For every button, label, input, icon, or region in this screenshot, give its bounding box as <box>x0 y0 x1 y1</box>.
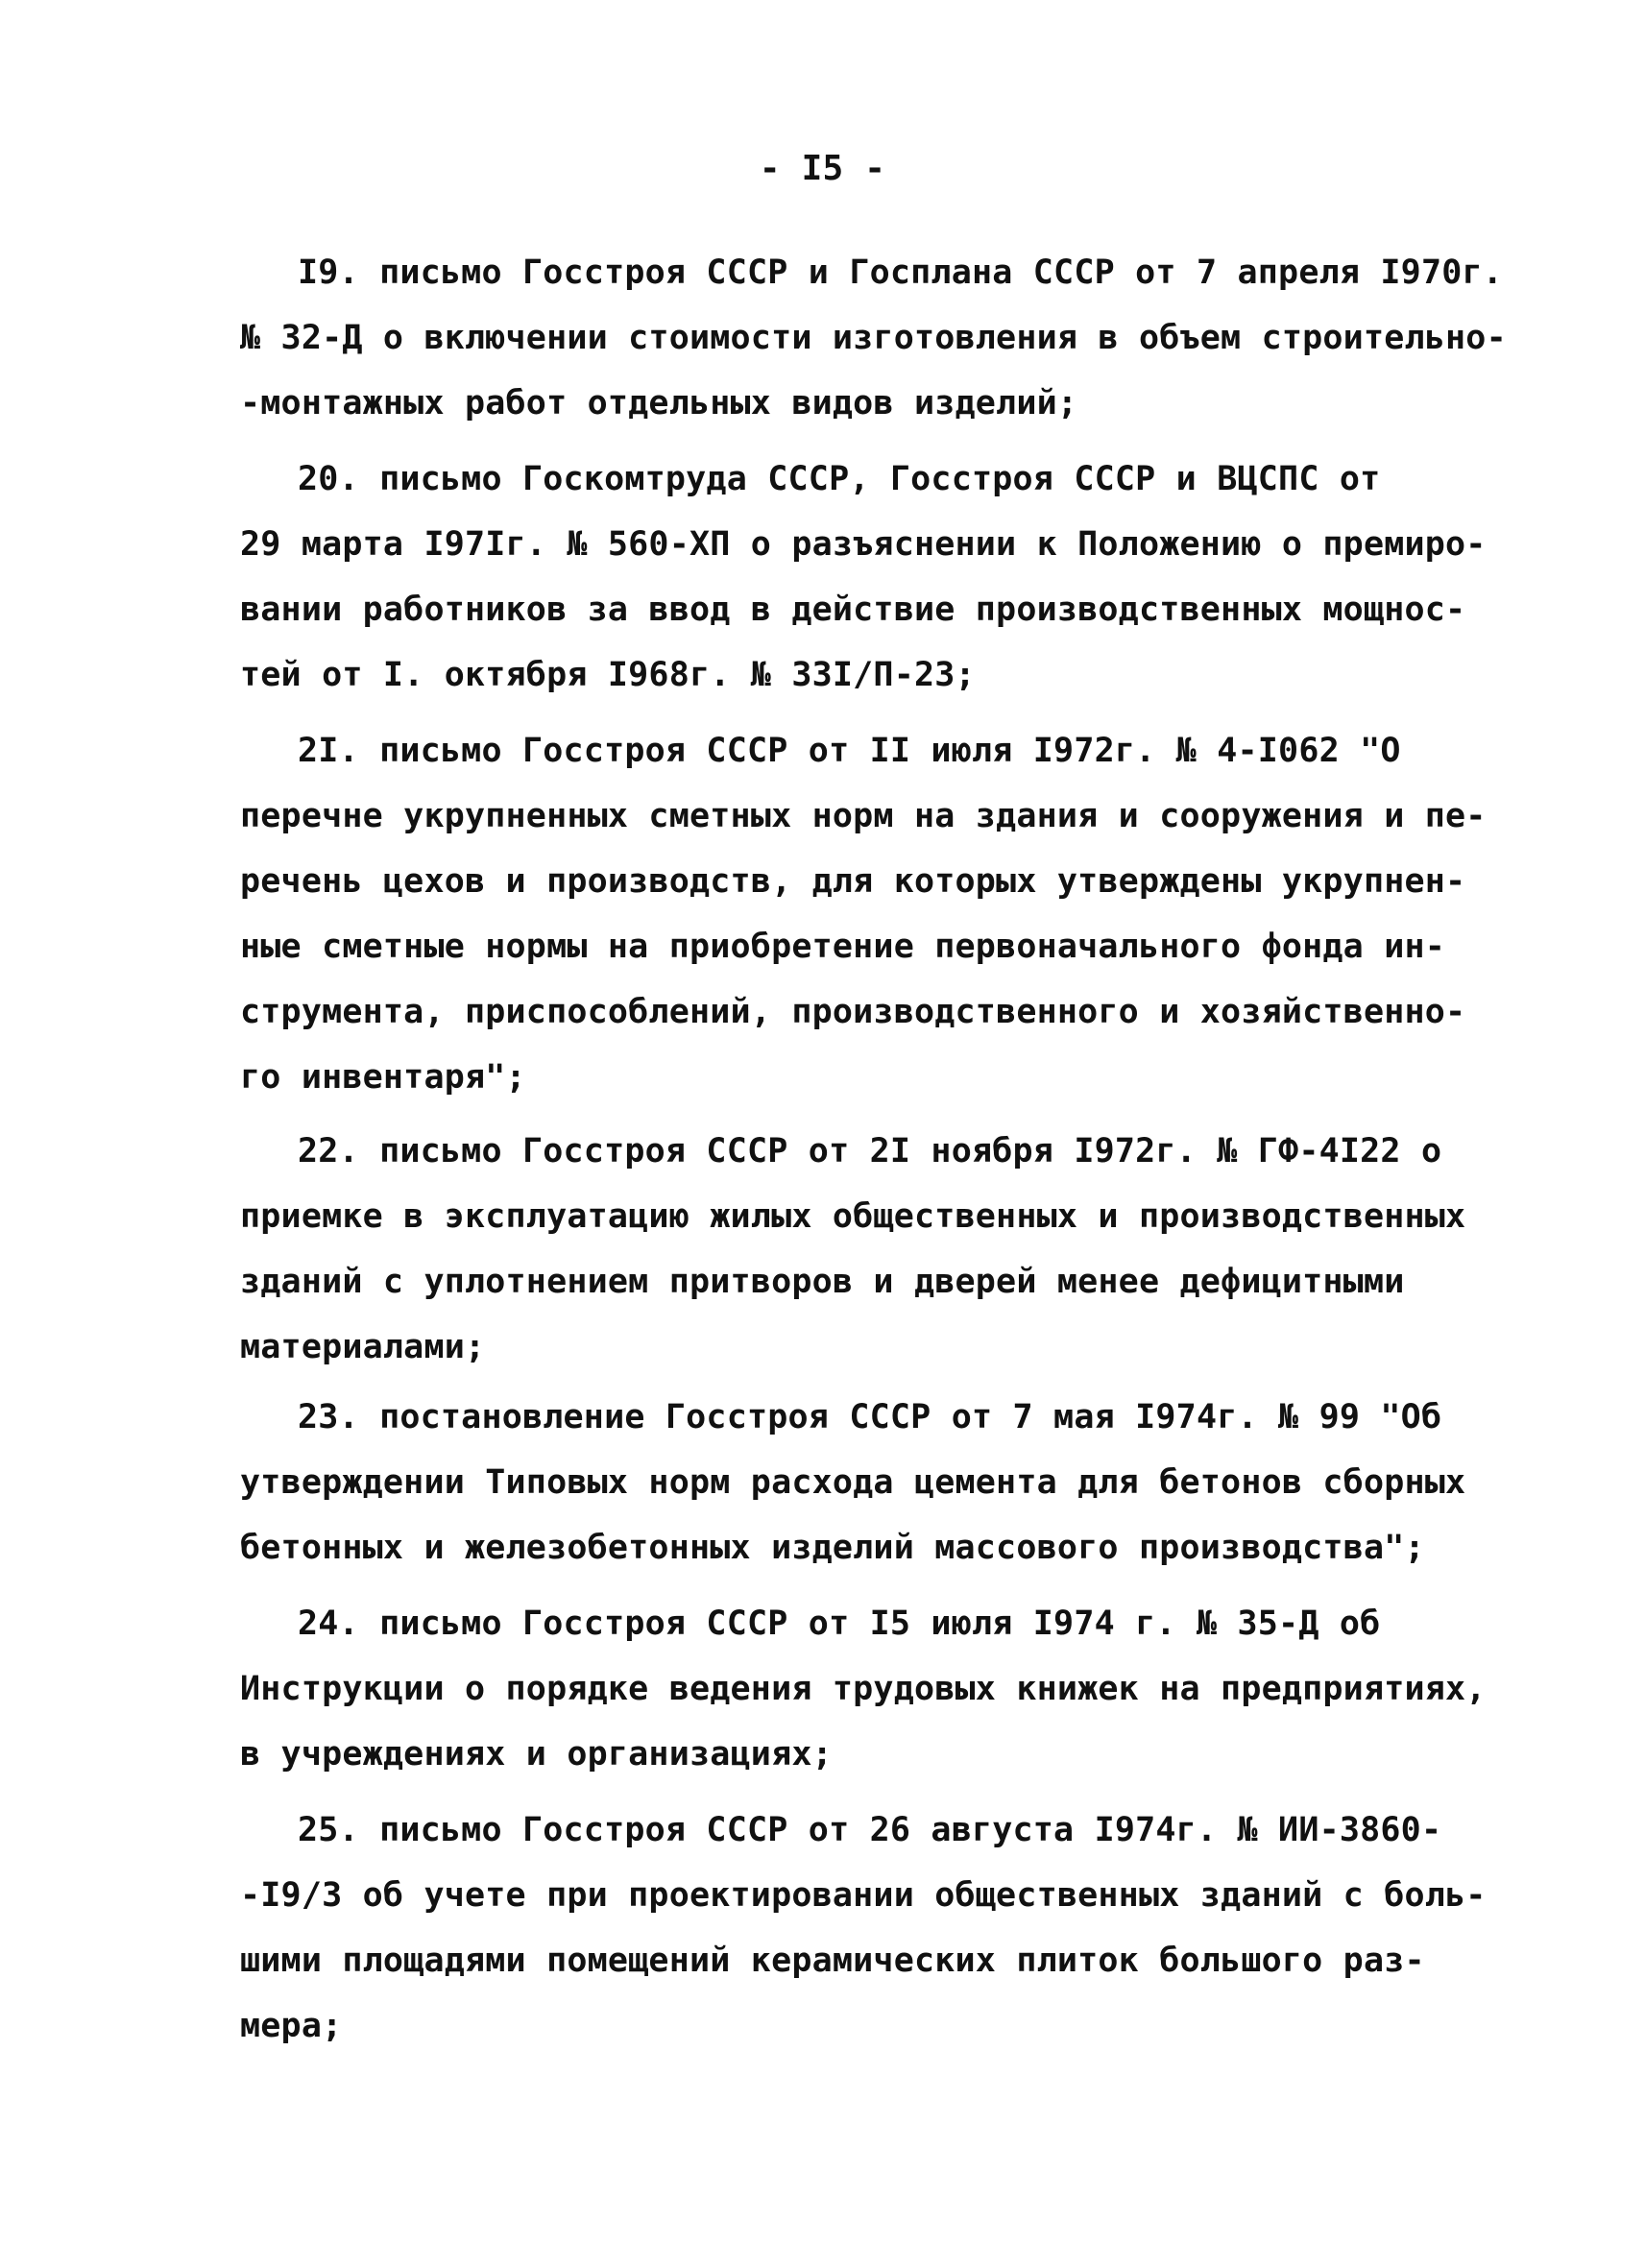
text-line: мера; <box>240 2007 343 2045</box>
text-line: 24. письмо Госстроя СССР от I5 июля I974 г. № 35-Д об <box>298 1604 1381 1643</box>
text-line: в учреждениях и организациях; <box>240 1735 833 1773</box>
text-line: перечне укрупненных сметных норм на здания и сооружения и пе- <box>240 797 1487 835</box>
text-line: 29 марта I97Iг. № 560-ХП о разъяснении к Положению о премиро- <box>240 525 1487 564</box>
text-line: тей от I. октября I968г. № 33I/П-23; <box>240 656 976 694</box>
list-item-24 <box>240 1591 1488 1787</box>
text-line: Инструкции о порядке ведения трудовых книжек на предприятиях, <box>240 1670 1487 1708</box>
text-line: 20. письмо Госкомтруда СССР, Госстроя СССР и ВЦСПС от <box>298 460 1381 498</box>
text-line: го инвентаря"; <box>240 1058 526 1097</box>
text-line: 2I. письмо Госстроя СССР от II июля I972г. № 4-I062 "О <box>298 732 1401 770</box>
text-line: бетонных и железобетонных изделий массового производства"; <box>240 1529 1425 1567</box>
text-line: зданий с уплотнением притворов и дверей менее дефицитными <box>240 1263 1405 1301</box>
list-item-21 <box>240 718 1488 1110</box>
list-item-19 <box>240 240 1507 436</box>
text-line: материалами; <box>240 1328 486 1366</box>
text-line: вании работников за ввод в действие производственных мощнос- <box>240 591 1466 629</box>
text-line: 23. постановление Госстроя СССР от 7 мая I974г. № 99 "Об <box>298 1398 1442 1436</box>
text-line: 22. письмо Госстроя СССР от 2I ноября I972г. № ГФ-4I22 о <box>298 1132 1442 1170</box>
text-line: I9. письмо Госстроя СССР и Госплана СССР от 7 апреля I970г. <box>298 253 1504 292</box>
text-line: ные сметные нормы на приобретение первоначального фонда ин- <box>240 928 1446 966</box>
list-item-20 <box>240 446 1488 708</box>
text-line: утверждении Типовых норм расхода цемента для бетонов сборных <box>240 1463 1466 1502</box>
page-number: - I5 - <box>759 149 886 188</box>
text-line: струмента, приспособлений, производственного и хозяйственно- <box>240 993 1466 1031</box>
text-line: № 32-Д о включении стоимости изготовления в объем строительно- <box>240 319 1507 357</box>
text-line: 25. письмо Госстроя СССР от 26 августа I974г. № ИИ-3860- <box>298 1811 1442 1849</box>
text-line: -монтажных работ отдельных видов изделий; <box>240 384 1078 422</box>
list-item-23 <box>240 1385 1488 1580</box>
text-line: -I9/3 об учете при проектировании общественных зданий с боль- <box>240 1876 1487 1915</box>
text-line: речень цехов и производств, для которых утверждены укрупнен- <box>240 862 1466 901</box>
list-item-25 <box>240 1798 1488 2059</box>
list-item-22 <box>240 1119 1488 1380</box>
text-line: приемке в эксплуатацию жилых общественных и производственных <box>240 1197 1466 1236</box>
text-line: шими площадями помещений керамических плиток большого раз- <box>240 1942 1425 1980</box>
